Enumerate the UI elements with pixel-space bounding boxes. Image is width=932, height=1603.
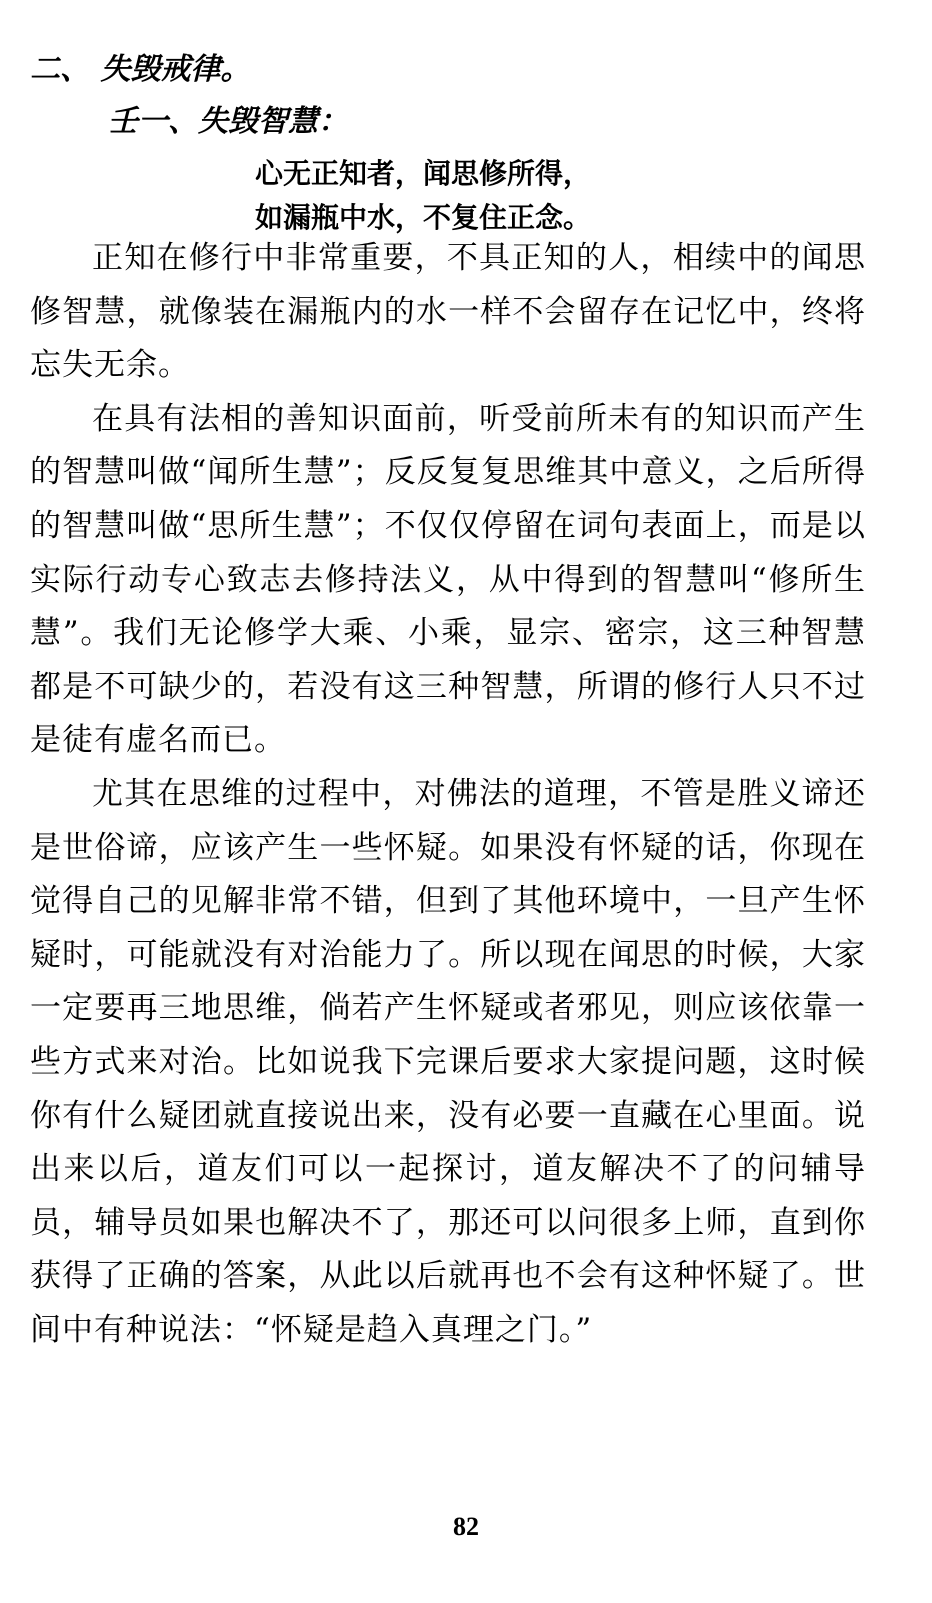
verse-block xyxy=(255,152,591,240)
subsection-heading: 壬一、失毁智慧： xyxy=(108,104,348,139)
page-number: 82 xyxy=(453,1512,479,1541)
paragraph: 在具有法相的善知识面前，听受前所未有的知识而产生的智慧叫做“闻所生慧”；反反复复思维其中意义，之后所得的智慧叫做“思所生慧”；不仅仅停留在词句表面上，而是以实际行动专心致志去修持法义，从中得到的智慧叫“修所生慧”。我们无论修学大乘、小乘，显宗、密宗，这三种智慧都是不可缺少的，若没有这三种智慧，所谓的修行人只不过是徒有虚名而已。 xyxy=(30,400,866,759)
paragraph: 正知在修行中非常重要，不具正知的人，相续中的闻思修智慧，就像装在漏瓶内的水一样不会留存在记忆中，终将忘失无余。 xyxy=(30,240,866,384)
verse-line: 如漏瓶中水，不复住正念。 xyxy=(255,201,592,234)
paragraph: 尤其在思维的过程中，对佛法的道理，不管是胜义谛还是世俗谛，应该产生一些怀疑。如果没有怀疑的话，你现在觉得自己的见解非常不错，但到了其他环境中，一旦产生怀疑时，可能就没有对治能力了。所以现在闻思的时候，大家一定要再三地思维，倘若产生怀疑或者邪见，则应该依靠一些方式来对治。比如说我下完课后要求大家提问题，这时候你有什么疑团就直接说出来，没有必要一直藏在心里面。说出来以后，道友们可以一起探讨，道友解决不了的问辅导员，辅导员如果也解决不了，那还可以问很多上师，直到你获得了正确的答案，从此以后就再也不会有这种怀疑了。世间中有种说法：“怀疑是趋入真理之门。” xyxy=(30,775,866,1348)
section-heading: 二、 失毁戒律。 xyxy=(30,52,251,87)
body-text xyxy=(30,232,866,1357)
verse-line: 心无正知者，闻思修所得， xyxy=(255,157,592,190)
